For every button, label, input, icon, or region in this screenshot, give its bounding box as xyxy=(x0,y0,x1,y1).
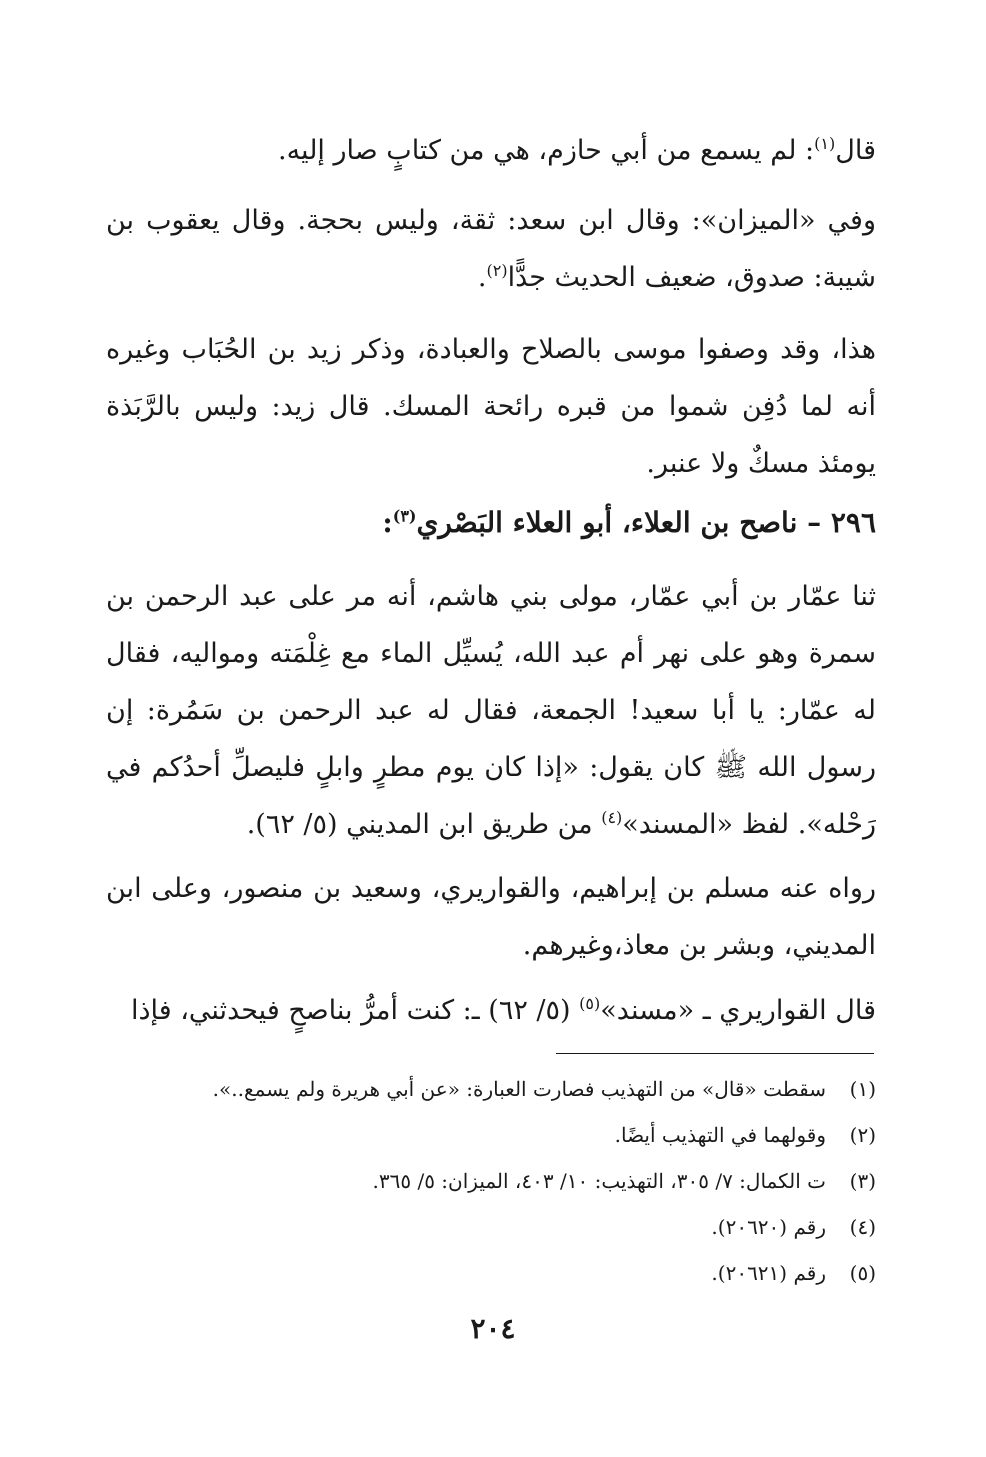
footnote-item xyxy=(106,1158,876,1204)
paragraph-6-text-start: قال القواريري ـ «مسند» xyxy=(600,995,876,1026)
footnote-ref-3: (٣) xyxy=(392,506,417,526)
footnote-ref-1: (١) xyxy=(814,134,836,153)
entry-heading-text: ٢٩٦ – ناصح بن العلاء، أبو العلاء البَصْري xyxy=(416,506,876,539)
page-number: ٢٠٤ xyxy=(470,1312,516,1345)
footnote-divider xyxy=(556,1053,874,1054)
footnote-item xyxy=(106,1066,876,1112)
footnote-number: (٢) xyxy=(849,1123,876,1147)
paragraph-3 xyxy=(106,321,876,492)
footnote-text: وقولهما في التهذيب أيضًا. xyxy=(614,1123,826,1147)
entry-heading-colon: : xyxy=(382,506,393,539)
paragraph-1-text-start: قال xyxy=(835,135,876,166)
footnote-number: (٤) xyxy=(849,1215,876,1239)
paragraph-1-text-end: : لم يسمع من أبي حازم، هي من كتابٍ صار إليه. xyxy=(277,135,815,166)
footnote-text: رقم (٢٠٦٢١). xyxy=(711,1261,826,1285)
footnote-text: ت الكمال: ٧/ ٣٠٥، التهذيب: ١٠/ ٤٠٣، الميزان: ٥/ ٣٦٥. xyxy=(372,1169,826,1193)
paragraph-4 xyxy=(106,568,876,853)
entry-heading xyxy=(106,497,876,549)
footnote-number: (٥) xyxy=(849,1261,876,1285)
paragraph-5 xyxy=(106,860,876,974)
footnotes xyxy=(106,1066,876,1296)
paragraph-4-text-start: ثنا عمّار بن أبي عمّار، مولى بني هاشم، أنه مر على عبد الرحمن بن سمرة وهو على نهر أم عبد الله، يُسيِّل الماء مع غِلْمَته ومواليه، فقال له عمّار: يا أبا سعيد! الجمعة، فقال له عبد الرحمن بن سَمُرة: إن رسول الله ﷺ كان يقول: «إذا كان يوم مطرٍ وابلٍ فليصلِّ أحدُكم في رَحْله». لفظ «المسند» xyxy=(106,581,876,840)
footnote-number: (٣) xyxy=(849,1169,876,1193)
paragraph-1 xyxy=(106,122,876,179)
footnote-item xyxy=(106,1204,876,1250)
footnote-item xyxy=(106,1112,876,1158)
footnote-ref-4: (٤) xyxy=(601,808,623,827)
footnote-number: (١) xyxy=(849,1077,876,1101)
paragraph-6-text-end: (٥/ ٦٢) ـ: كنت أمرُّ بناصحٍ فيحدثني، فإذا xyxy=(130,995,580,1026)
footnote-item xyxy=(106,1250,876,1296)
footnote-text: سقطت «قال» من التهذيب فصارت العبارة: «عن أبي هريرة ولم يسمع..». xyxy=(212,1077,826,1101)
footnote-ref-2: (٢) xyxy=(486,261,508,280)
paragraph-3-text: هذا، وقد وصفوا موسى بالصلاح والعبادة، وذكر زيد بن الحُبَاب وغيره أنه لما دُفِن شموا من قبره رائحة المسك. قال زيد: وليس بالرَّبَذة يومئذ مسكٌ ولا عنبر. xyxy=(106,334,876,479)
paragraph-4-text-end: من طريق ابن المديني (٥/ ٦٢). xyxy=(246,809,602,840)
paragraph-6 xyxy=(106,982,876,1039)
paragraph-5-text: رواه عنه مسلم بن إبراهيم، والقواريري، وسعيد بن منصور، وعلى ابن المديني، وبشر بن معاذ،وغيرهم. xyxy=(106,873,876,961)
footnote-text: رقم (٢٠٦٢٠). xyxy=(711,1215,826,1239)
paragraph-2 xyxy=(106,192,876,306)
footnote-ref-5: (٥) xyxy=(579,994,601,1013)
paragraph-2-text-start: وفي «الميزان»: وقال ابن سعد: ثقة، وليس بحجة. وقال يعقوب بن شيبة: صدوق، ضعيف الحديث جدًّا xyxy=(106,205,876,293)
paragraph-2-text-end: . xyxy=(477,262,487,293)
